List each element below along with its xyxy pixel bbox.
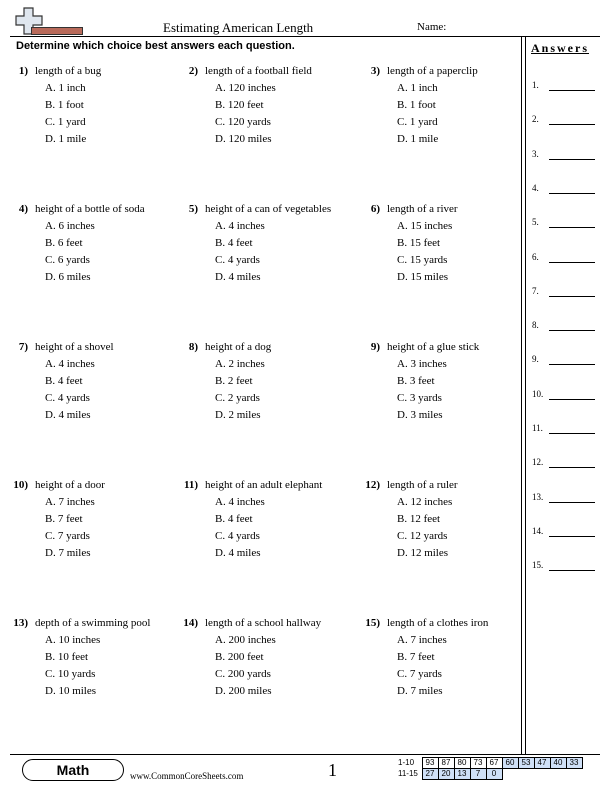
answer-choice[interactable]: C. 4 yards xyxy=(45,392,90,404)
question-text: height of a bottle of soda xyxy=(35,203,145,215)
answer-row xyxy=(532,354,596,368)
question-number: 4) xyxy=(18,203,28,215)
answer-choice[interactable]: A. 1 inch xyxy=(397,82,438,94)
answer-blank[interactable] xyxy=(549,330,595,331)
question-text: height of a glue stick xyxy=(387,341,480,353)
score-cell: 7 xyxy=(470,769,486,780)
answer-choice[interactable]: B. 4 feet xyxy=(45,375,83,387)
answer-choice[interactable]: C. 10 yards xyxy=(45,668,96,680)
score-row xyxy=(396,769,582,780)
answer-choice[interactable]: C. 7 yards xyxy=(397,668,442,680)
answer-choice[interactable]: D. 4 miles xyxy=(215,271,261,283)
answers-heading: Answers xyxy=(531,41,589,55)
question-text: length of a school hallway xyxy=(205,617,322,629)
answer-number: 8. xyxy=(532,320,539,331)
answer-choice[interactable]: A. 12 inches xyxy=(397,496,453,508)
score-row-label: 11-15 xyxy=(398,769,418,778)
site-url: www.CommonCoreSheets.com xyxy=(130,771,244,781)
answer-choice[interactable]: D. 4 miles xyxy=(45,409,91,421)
header-divider xyxy=(10,36,600,37)
plus-logo-icon xyxy=(14,6,70,36)
answer-blank[interactable] xyxy=(549,399,595,400)
answer-choice[interactable]: B. 12 feet xyxy=(397,513,441,525)
worksheet-title: Estimating American Length xyxy=(163,20,314,35)
score-cell: 87 xyxy=(438,758,454,769)
score-cell: 40 xyxy=(550,758,566,769)
question xyxy=(10,201,178,291)
answer-choice[interactable]: C. 4 yards xyxy=(215,530,260,542)
answer-choice[interactable]: B. 6 feet xyxy=(45,237,83,249)
answer-choice[interactable]: A. 4 inches xyxy=(45,358,95,370)
answer-choice[interactable]: B. 4 feet xyxy=(215,237,253,249)
question-number: 1) xyxy=(18,65,28,77)
answer-blank[interactable] xyxy=(549,124,595,125)
score-cell: 67 xyxy=(486,758,502,769)
answer-blank[interactable] xyxy=(549,364,595,365)
question xyxy=(10,339,178,429)
question-number: 2) xyxy=(188,65,198,77)
answer-choice[interactable]: C. 120 yards xyxy=(215,116,271,128)
answer-choice[interactable]: A. 10 inches xyxy=(45,634,101,646)
question-number: 13) xyxy=(13,617,28,629)
score-row-label: 1-10 xyxy=(398,758,415,767)
answer-blank[interactable] xyxy=(549,502,595,503)
question xyxy=(10,63,178,153)
answer-number: 5. xyxy=(532,217,539,228)
answer-choice[interactable]: B. 10 feet xyxy=(45,651,89,663)
question-number: 5) xyxy=(188,203,198,215)
answer-choice[interactable]: C. 200 yards xyxy=(215,668,271,680)
answer-choice[interactable]: C. 3 yards xyxy=(397,392,442,404)
score-cell: 80 xyxy=(454,758,470,769)
answer-choice[interactable]: C. 2 yards xyxy=(215,392,260,404)
score-cell: 60 xyxy=(502,758,518,769)
answer-choice[interactable]: D. 1 mile xyxy=(397,133,439,145)
score-row xyxy=(396,758,582,769)
answer-row xyxy=(532,80,596,94)
answer-row xyxy=(532,320,596,334)
answer-choice[interactable]: D. 7 miles xyxy=(45,547,91,559)
answer-choice[interactable]: B. 4 feet xyxy=(215,513,253,525)
score-cell: 27 xyxy=(422,769,438,780)
question-text: height of a dog xyxy=(205,341,272,353)
answer-number: 6. xyxy=(532,251,539,262)
subject-badge: Math xyxy=(22,759,124,781)
answer-choice[interactable]: C. 1 yard xyxy=(45,116,86,128)
question-text: length of a bug xyxy=(35,65,102,77)
answer-row xyxy=(532,149,596,163)
answer-choice[interactable]: A. 15 inches xyxy=(397,220,453,232)
instructions: Determine which choice best answers each question. xyxy=(16,40,295,52)
answer-number: 1. xyxy=(532,80,539,90)
question xyxy=(10,615,178,705)
question-text: length of a football field xyxy=(205,65,312,77)
answer-choice[interactable]: D. 2 miles xyxy=(215,409,261,421)
answer-row xyxy=(532,492,596,506)
answer-choice[interactable]: C. 4 yards xyxy=(215,254,260,266)
question-number: 7) xyxy=(18,341,28,353)
question-text: height of an adult elephant xyxy=(205,479,323,491)
answer-row xyxy=(532,114,596,128)
answer-choice[interactable]: D. 120 miles xyxy=(215,133,272,145)
question-text: length of a paperclip xyxy=(387,65,478,77)
answer-row xyxy=(532,252,596,266)
answer-number: 12. xyxy=(532,457,544,468)
question-number: 6) xyxy=(370,203,380,215)
answer-blank[interactable] xyxy=(549,467,595,468)
question-number: 8) xyxy=(188,341,198,353)
answer-choice[interactable]: A. 200 inches xyxy=(215,634,276,646)
answer-blank[interactable] xyxy=(549,570,595,571)
answer-choice[interactable]: D. 15 miles xyxy=(397,271,449,283)
question-text: height of a shovel xyxy=(35,341,114,353)
question-text: height of a can of vegetables xyxy=(205,203,332,215)
answer-blank[interactable] xyxy=(549,433,595,434)
answer-choice[interactable]: B. 200 feet xyxy=(215,651,264,663)
score-table xyxy=(396,757,583,780)
score-cell: 33 xyxy=(566,758,582,769)
answer-choice[interactable]: A. 1 inch xyxy=(45,82,86,94)
page-number: 1 xyxy=(328,760,337,780)
score-cell: 0 xyxy=(486,769,502,780)
answer-number: 9. xyxy=(532,354,539,365)
answer-choice[interactable]: A. 120 inches xyxy=(215,82,276,94)
score-cell: 47 xyxy=(534,758,550,769)
question-number: 9) xyxy=(370,341,380,353)
answer-number: 7. xyxy=(532,285,539,296)
answer-blank[interactable] xyxy=(549,90,595,91)
answer-row xyxy=(532,217,596,231)
answer-choice[interactable]: D. 6 miles xyxy=(45,271,91,283)
question-text: length of a ruler xyxy=(387,479,458,491)
answer-choice[interactable]: D. 12 miles xyxy=(397,547,449,559)
answer-number: 13. xyxy=(532,491,544,502)
answer-choice[interactable]: B. 1 foot xyxy=(45,99,84,111)
answer-choice[interactable]: D. 1 mile xyxy=(45,133,87,145)
question xyxy=(180,339,348,429)
answer-choice[interactable]: A. 7 inches xyxy=(397,634,447,646)
answer-choice[interactable]: A. 2 inches xyxy=(215,358,265,370)
answer-choice[interactable]: D. 200 miles xyxy=(215,685,272,697)
answer-row xyxy=(532,526,596,540)
answer-number: 3. xyxy=(532,148,539,159)
answer-choice[interactable]: B. 2 feet xyxy=(215,375,253,387)
answer-choice[interactable]: C. 1 yard xyxy=(397,116,438,128)
answer-choice[interactable]: A. 7 inches xyxy=(45,496,95,508)
question xyxy=(362,201,530,291)
answer-choice[interactable]: B. 1 foot xyxy=(397,99,436,111)
answer-number: 2. xyxy=(532,114,539,125)
name-label: Name: xyxy=(417,21,447,33)
question-text: depth of a swimming pool xyxy=(35,617,151,629)
question-number: 14) xyxy=(183,617,198,629)
footer-divider xyxy=(10,754,600,755)
question-text: length of a river xyxy=(387,203,458,215)
answer-choice[interactable]: D. 3 miles xyxy=(397,409,443,421)
question-number: 3) xyxy=(370,65,380,77)
answer-choice[interactable]: D. 10 miles xyxy=(45,685,97,697)
answer-choice[interactable]: C. 7 yards xyxy=(45,530,90,542)
question xyxy=(362,63,530,153)
answer-number: 4. xyxy=(532,182,539,193)
answer-number: 10. xyxy=(532,388,544,399)
answer-choice[interactable]: B. 3 feet xyxy=(397,375,435,387)
answer-choice[interactable]: D. 4 miles xyxy=(215,547,261,559)
answer-choice[interactable]: A. 6 inches xyxy=(45,220,95,232)
question-number: 10) xyxy=(13,479,28,491)
answer-blank[interactable] xyxy=(549,296,595,297)
answer-choice[interactable]: B. 7 feet xyxy=(45,513,83,525)
answer-number: 11. xyxy=(532,423,543,433)
question xyxy=(362,615,530,705)
answer-blank[interactable] xyxy=(549,262,595,263)
question xyxy=(180,477,348,567)
score-cell: 20 xyxy=(438,769,454,780)
answer-choice[interactable]: D. 7 miles xyxy=(397,685,443,697)
answer-choice[interactable]: B. 15 feet xyxy=(397,237,441,249)
answer-blank[interactable] xyxy=(549,193,595,194)
score-cell: 93 xyxy=(422,758,438,769)
answer-row xyxy=(532,457,596,471)
score-cell: 53 xyxy=(518,758,534,769)
score-cell: 73 xyxy=(470,758,486,769)
answer-number: 15. xyxy=(532,560,544,571)
question xyxy=(362,477,530,567)
answer-row xyxy=(532,183,596,197)
answer-choice[interactable]: B. 120 feet xyxy=(215,99,264,111)
question xyxy=(10,477,178,567)
answer-choice[interactable]: A. 4 inches xyxy=(215,496,265,508)
question-number: 11) xyxy=(183,479,198,491)
answer-row xyxy=(532,560,596,574)
answer-row xyxy=(532,423,596,437)
answer-row xyxy=(532,389,596,403)
answer-choice[interactable]: C. 6 yards xyxy=(45,254,90,266)
question-text: length of a clothes iron xyxy=(387,617,489,629)
answer-choice[interactable]: C. 15 yards xyxy=(397,254,448,266)
answer-row xyxy=(532,286,596,300)
question xyxy=(362,339,530,429)
question-number: 15) xyxy=(365,617,380,629)
question xyxy=(180,615,348,705)
question-number: 12) xyxy=(365,479,380,491)
question xyxy=(180,63,348,153)
score-cell: 13 xyxy=(454,769,470,780)
answer-choice[interactable]: A. 3 inches xyxy=(397,358,447,370)
question xyxy=(180,201,348,291)
answer-blank[interactable] xyxy=(549,227,595,228)
answer-choice[interactable]: A. 4 inches xyxy=(215,220,265,232)
answer-choice[interactable]: C. 12 yards xyxy=(397,530,448,542)
question-text: height of a door xyxy=(35,479,105,491)
answer-choice[interactable]: B. 7 feet xyxy=(397,651,435,663)
answer-blank[interactable] xyxy=(549,159,595,160)
answer-number: 14. xyxy=(532,525,544,536)
answer-blank[interactable] xyxy=(549,536,595,537)
